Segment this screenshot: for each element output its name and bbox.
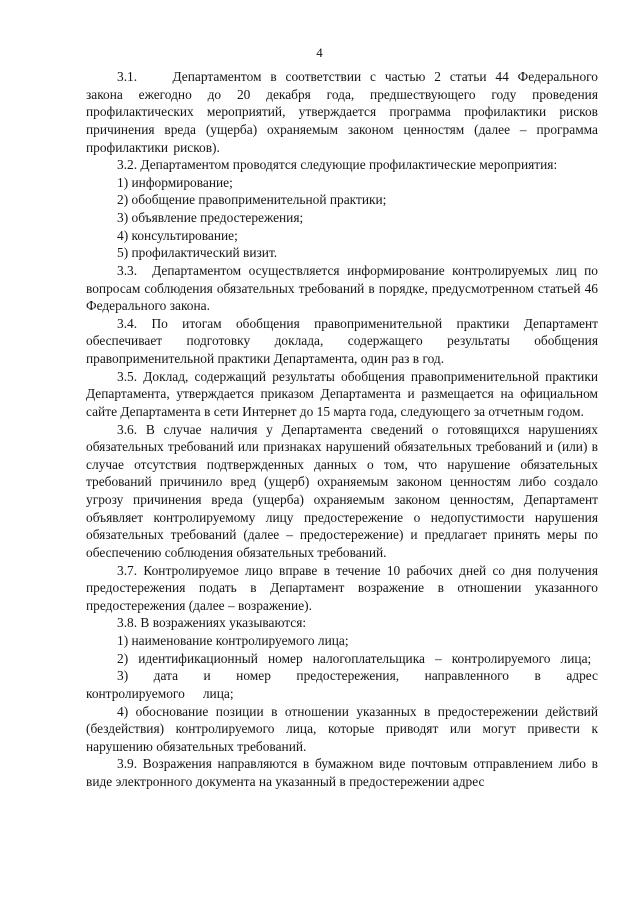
list-item: 4) консультирование; [117, 227, 238, 243]
page-number: 4 [316, 45, 323, 60]
paragraph-3-8: 3.8. В возражениях указываются: [117, 615, 307, 631]
paragraph-3-2: 3.2. Департаментом проводятся следующие профилактические мероприятия: [117, 157, 558, 173]
body-text [86, 68, 598, 791]
paragraph-3-6: 3.6. В случае наличия у Департамента сведений о готовящихся нарушениях обязательных требований или признаках нарушений обязательных требований и (или) в случае отсутствия подтвержденных данных о том, что нарушение обязательных требований причинило вред (ущерб) охраняемым законом ценностям либо создало угрозу причинения вреда (ущерба) охраняемым законом ценностям, Департамент объявляет контролируемому лицу предостережение о недопустимости нарушения обязательных требований (далее – предостережение) и предлагает принять меры по обеспечению соблюдения обязательных требований. [86, 421, 598, 560]
list-item: 3) объявление предостережения; [117, 210, 304, 225]
list-item: 3) дата и номер предостережения, направленного в адрес контролируемого лица; [86, 668, 598, 701]
paragraph-3-3: 3.3. Департаментом осуществляется информирование контролируемых лиц по вопросам соблюдения обязательных требований в порядке, предусмотренном статьей 46 Федерального закона. [86, 262, 598, 314]
paragraph-3-1: 3.1. Департаментом в соответствии с частью 2 статьи 44 Федерального закона ежегодно до 20 декабря года, предшествующего году проведения профилактических мероприятий, утверждается программа профилактики рисков причинения вреда (ущерба) охраняемым законом ценностям (далее – программа профилактики рисков). [86, 69, 598, 155]
paragraph-3-9: 3.9. Возражения направляются в бумажном виде почтовым отправлением либо в виде электронного документа на указанный в предостережении адрес [86, 756, 598, 789]
paragraph-3-5: 3.5. Доклад, содержащий результаты обобщения правоприменительной практики Департамента, утверждается приказом Департамента и размещается на официальном сайте Департамента в сети Интернет до 15 марта года, следующего за отчетным годом. [86, 368, 598, 419]
paragraph-3-7: 3.7. Контролируемое лицо вправе в течение 10 рабочих дней со дня получения предостережения подать в Департамент возражение в отношении указанного предостережения (далее – возражение). [86, 562, 598, 613]
list-item: 4) обоснование позиции в отношении указанных в предостережении действий (бездействия) контролируемого лица, которые приводят или могут привести к нарушению обязательных требований. [86, 703, 598, 754]
paragraph-3-4: 3.4. По итогам обобщения правоприменительной практики Департамент обеспечивает подготовку доклада, содержащего результаты обобщения правоприменительной практики Департамента, один раз в год. [86, 315, 598, 366]
list-item: 2) обобщение правоприменительной практики; [117, 192, 387, 208]
list-item: 5) профилактический визит. [117, 245, 278, 261]
list-item: 1) информирование; [117, 174, 233, 190]
list-item: 2) идентификационный номер налогоплательщика – контролируемого лица; [117, 650, 592, 666]
list-item: 1) наименование контролируемого лица; [117, 633, 349, 648]
